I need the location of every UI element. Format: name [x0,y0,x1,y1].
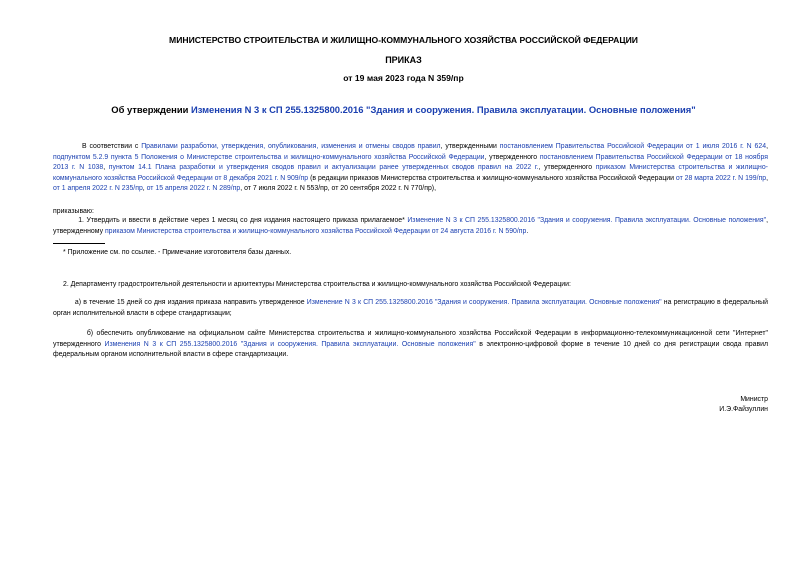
title-prefix: Об утверждении [111,104,191,115]
resolution-624-link[interactable]: постановлением Правительства Российской Федерации от 1 июля 2016 г. N 624 [499,143,767,150]
order-199-link[interactable]: от 28 марта 2022 г. N 199/пр [675,174,767,182]
preamble-text: , утвержденного [538,164,596,171]
item2b-text: б) обеспечить опубликование на официальном сайте Министерства строительства и жилищно-коммунального хозяйства Российской Федерации в информационно-телекоммуникационной сети "Интернет" утвержденного [53,330,768,348]
preamble-text: , [142,185,147,192]
doc-title [0,104,807,115]
signature-name: И.Э.Файзуллин [719,406,768,413]
order-590-link[interactable]: приказом Министерства строительства и жилищно-коммунального хозяйства Российской Федерации от 24 августа 2016 г. N 590/пр [104,227,527,235]
item2b-text: в электронно-цифровой форме в течение 10 дней со дня регистрации свода правил федеральным органом исполнительной власти в сфере стандартизации. [53,340,768,358]
rules-link[interactable]: Правилами разработки, утверждения, опубликования, изменения и отмены сводов правил [141,143,441,150]
preamble-text: , утвержденного [484,153,540,161]
item1-text: 1. Утвердить и ввести в действие через 1 месяц со дня издания настоящего приказа прилагаемое* [78,217,408,224]
doc-type: ПРИКАЗ [385,55,422,65]
preamble-text: , утвержденными [440,143,500,150]
item1-text: , утвержденному [53,217,768,235]
resolution-1038-link[interactable]: постановлением Правительства Российской Федерации от 18 ноября 2013 г. N 1038 [53,153,768,171]
change3-link[interactable]: Изменение N 3 к СП 255.1325800.2016 "Здания и сооружения. Правила эксплуатации. Основные положения" [407,217,767,224]
order-909-link[interactable]: приказом Министерства строительства и жилищно-коммунального хозяйства Российской Федерации от 8 декабря 2021 г. N 909/пр [53,164,768,182]
plan-point-link[interactable]: пунктом 14.1 Плана разработки и утверждения сводов правил и актуализации ранее утвержденных сводов правил на 2022 г. [108,164,539,171]
item1-paragraph [53,216,768,237]
regulation-subpoint-link[interactable]: подпунктом 5.2.9 пункта 5 Положения о Министерстве строительства и жилищно-коммунального хозяйства Российской Федерации [53,153,485,161]
preamble-text: , от 7 июля 2022 г. N 553/пр, от 20 сентября 2022 г. N 770/пр), [240,185,436,192]
title-link[interactable]: Изменения N 3 к СП 255.1325800.2016 "Здания и сооружения. Правила эксплуатации. Основные положения" [190,104,696,115]
order-235-link[interactable]: от 1 апреля 2022 г. N 235/пр [53,185,143,192]
orders-text: приказываю: [53,208,94,215]
preamble-text: , [766,143,768,150]
ministry-header: МИНИСТЕРСТВО СТРОИТЕЛЬСТВА И ЖИЛИЩНО-КОММУНАЛЬНОГО ХОЗЯЙСТВА РОССИЙСКОЙ ФЕДЕРАЦИИ [169,35,638,45]
signature-position: Министр [740,396,768,403]
item2b-paragraph [53,329,768,361]
change3-link[interactable]: Изменение N 3 к СП 255.1325800.2016 "Здания и сооружения. Правила эксплуатации. Основные положения" [306,299,662,306]
preamble-paragraph [53,142,768,195]
item2-text: 2. Департаменту градостроительной деятельности и архитектуры Министерства строительства и жилищно-коммунального хозяйства Российской Федерации: [63,281,571,288]
preamble-text: В соответствии с [82,143,142,150]
doc-date-number: от 19 мая 2023 года N 359/пр [343,73,464,83]
order-289-link[interactable]: от 15 апреля 2022 г. N 289/пр [146,185,241,192]
change3-link[interactable]: Изменения N 3 к СП 255.1325800.2016 "Здания и сооружения. Правила эксплуатации. Основные положения" [104,340,476,348]
footnote-text: * Приложение см. по ссылке. - Примечание изготовителя базы данных. [63,249,292,256]
item2a-text: на регистрацию в федеральный орган исполнительной власти в сфере стандартизации; [53,299,768,317]
item2a-paragraph [53,298,768,319]
preamble-text: , [103,164,109,171]
item1-text: . [526,227,529,235]
footnote-divider [53,243,105,244]
item2a-text: а) в течение 15 дней со дня издания приказа направить утвержденное [74,299,307,306]
preamble-text: , [766,174,768,182]
preamble-text: (в редакции приказов Министерства строительства и жилищно-коммунального хозяйства Российской Федерации [308,174,676,182]
